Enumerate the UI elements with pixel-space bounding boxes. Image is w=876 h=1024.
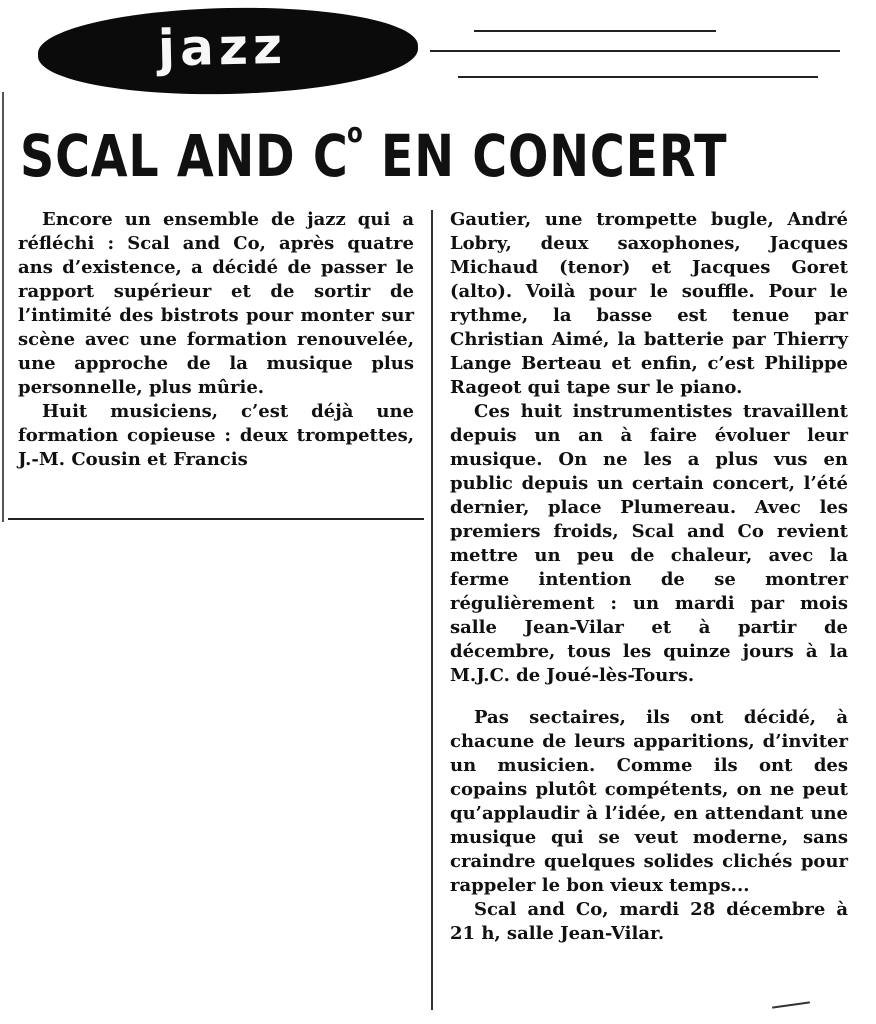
decorative-rule — [458, 76, 818, 78]
left-column — [18, 208, 414, 472]
paragraph: Gautier, une trompette bugle, André Lobry, deux saxophones, Jacques Michaud (tenor) et Jacques Goret (alto). Voilà pour le souffle. Pour le rythme, la basse est tenue par Christian Aimé, la batterie par Thierry Lange Berteau et enfin, c’est Philippe Rageot qui tape sur le piano. — [450, 209, 848, 398]
paragraph: Huit musiciens, c’est déjà une formation copieuse : deux trompettes, J.-M. Cousin et Francis — [18, 401, 414, 470]
decorative-rule — [430, 50, 840, 52]
right-column — [450, 208, 848, 946]
column-end-rule — [8, 518, 424, 520]
paragraph: Encore un ensemble de jazz qui a réfléchi : Scal and Co, après quatre ans d’existence, a décidé de passer le rapport supérieur et de sortir de l’intimité des bistrots pour monter sur scène avec une formation renouvelée, une approche de la musique plus personnelle, plus mûrie. — [18, 209, 414, 398]
section-label: jazz — [157, 16, 288, 78]
decorative-rule — [474, 30, 716, 32]
headline-superscript: o — [346, 116, 364, 149]
paragraph: Ces huit instrumentistes travaillent depuis un an à faire évoluer leur musique. On ne les a plus vus en public depuis un certain concert, l’été dernier, place Plumereau. Avec les premiers froids, Scal and Co revient mettre un peu de chaleur, avec la ferme intention de se montrer régulièrement : un mardi par mois salle Jean-Vilar et à partir de décembre, tous les quinze jours à la M.J.C. de Joué-lès-Tours. — [450, 401, 848, 686]
section-banner — [37, 4, 419, 98]
event-details: Scal and Co, mardi 28 décembre à 21 h, salle Jean-Vilar. — [450, 899, 848, 944]
paragraph: Pas sectaires, ils ont décidé, à chacune de leurs apparitions, d’inviter un musicien. Comme ils ont des copains plutôt compétents, on ne peut qu’applaudir à l’idée, en attendant une musique qui se veut moderne, sans craindre quelques solides clichés pour rappeler le bon vieux temps... — [450, 707, 848, 896]
headline-main: SCAL AND C — [20, 122, 349, 190]
end-mark — [772, 1001, 810, 1008]
article-headline — [20, 116, 728, 191]
headline-tail: EN CONCERT — [363, 122, 728, 190]
column-divider — [431, 210, 433, 1010]
left-edge-rule — [2, 92, 4, 522]
